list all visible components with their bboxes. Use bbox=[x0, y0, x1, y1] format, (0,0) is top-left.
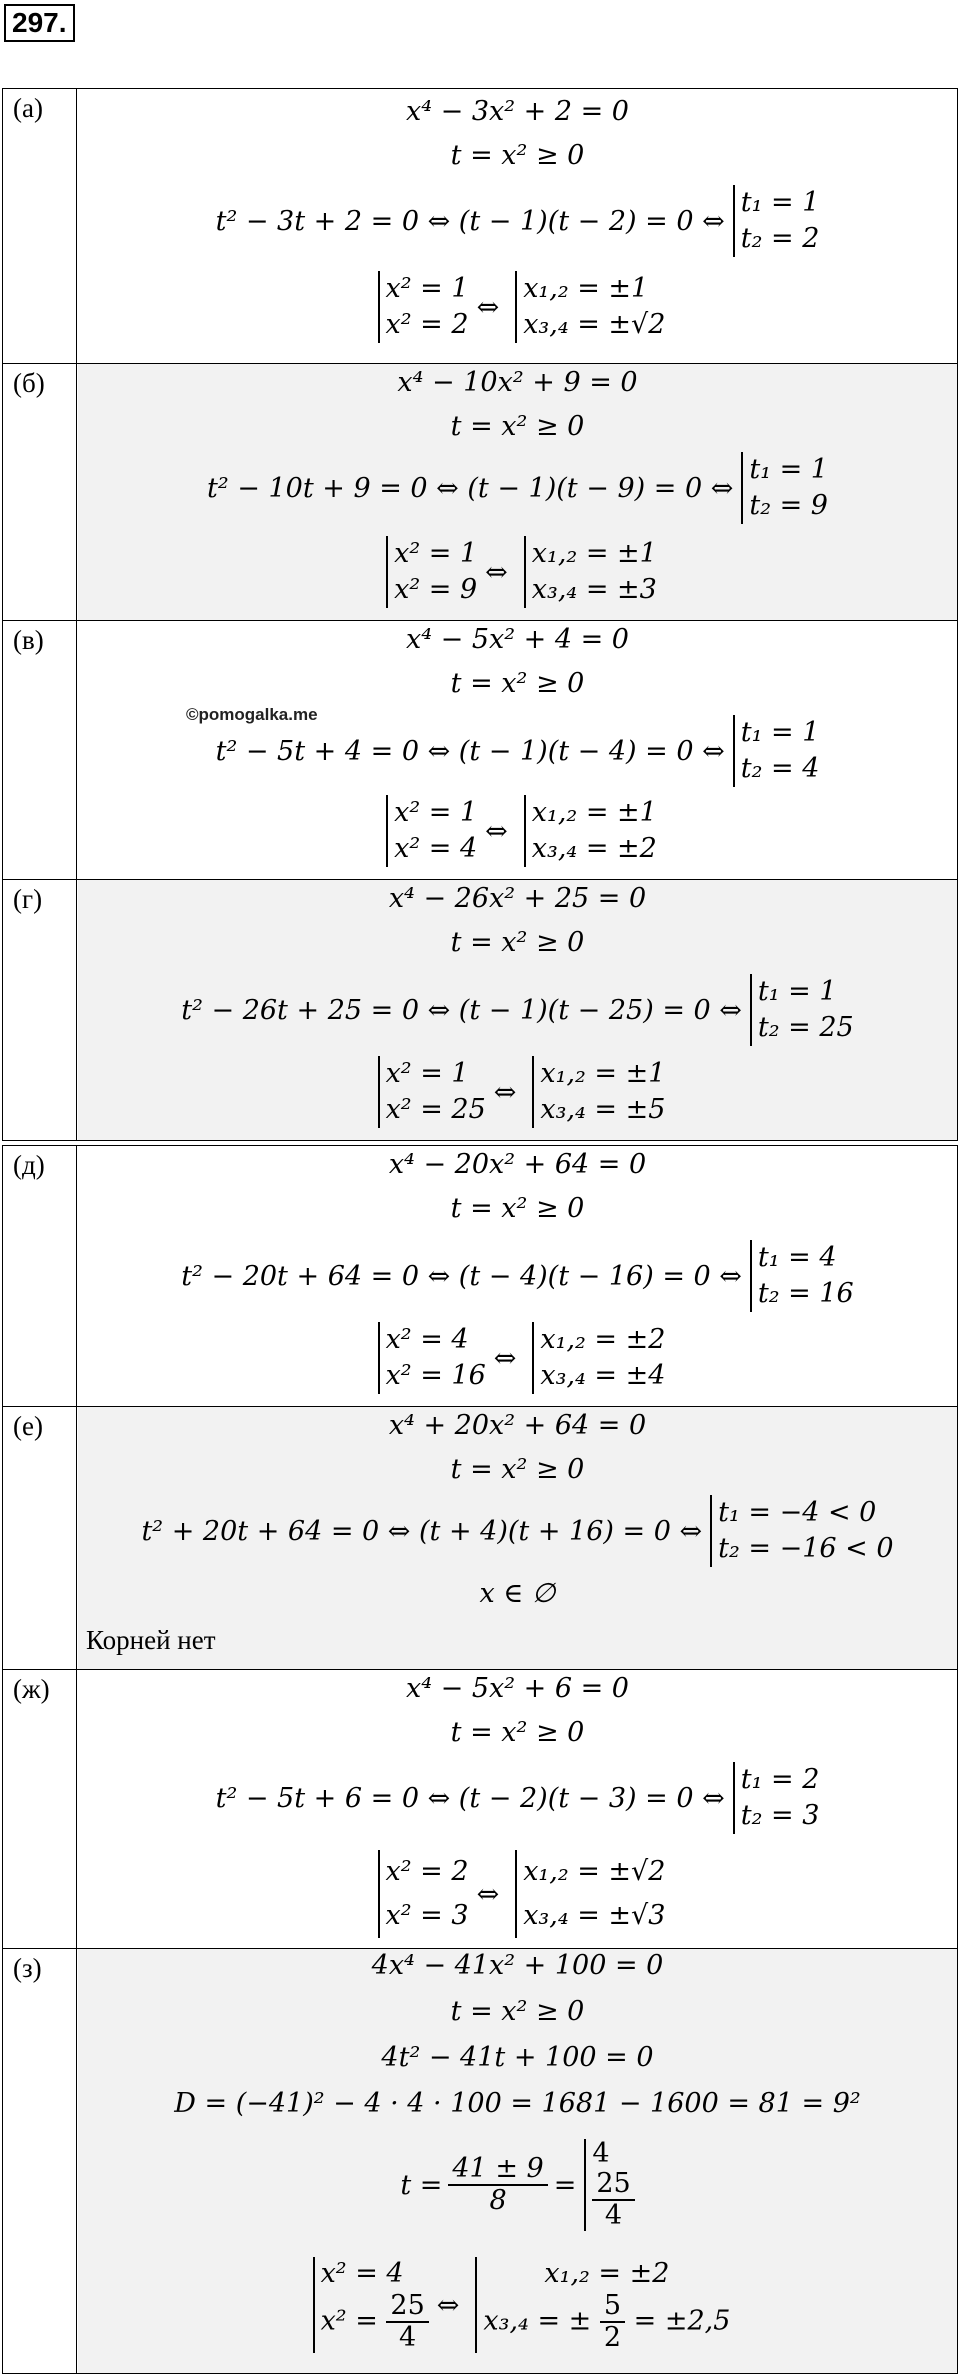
quadratic-row bbox=[78, 715, 957, 787]
roots-row bbox=[78, 1850, 957, 1938]
t-values bbox=[584, 2139, 634, 2231]
roots-row bbox=[78, 536, 957, 608]
substitution: t = x² ≥ 0 bbox=[450, 668, 585, 699]
equiv-sign: ⇔ bbox=[485, 815, 508, 847]
xsq2: x² = 2 bbox=[385, 309, 469, 340]
problem-g bbox=[2, 879, 958, 1141]
t-roots bbox=[733, 1762, 820, 1834]
problem-content bbox=[78, 1949, 957, 2373]
xsq1: x² = 4 bbox=[385, 1324, 469, 1355]
x-roots bbox=[532, 1056, 665, 1128]
problem-content bbox=[78, 880, 957, 1140]
xsq2-num: 25 bbox=[386, 2291, 428, 2323]
t1: t₁ = 1 bbox=[757, 976, 837, 1007]
problem-label: (г) bbox=[3, 880, 77, 1140]
xsq2-row bbox=[321, 2291, 429, 2353]
x-roots bbox=[475, 2257, 730, 2353]
root2: x₃,₄ = ±4 bbox=[540, 1360, 666, 1391]
substitution: t = x² ≥ 0 bbox=[450, 1717, 585, 1748]
root1: x₁,₂ = ±2 bbox=[544, 2258, 670, 2289]
no-roots-note: Корней нет bbox=[86, 1625, 216, 1655]
x-squares bbox=[386, 536, 477, 608]
quadratic: t² − 3t + 2 = 0 ⇔ (t − 1)(t − 2) = 0 ⇔ bbox=[215, 205, 725, 237]
empty-set: x ∈ ∅ bbox=[479, 1578, 556, 1609]
t-roots bbox=[710, 1495, 893, 1567]
problem-label: (е) bbox=[3, 1407, 77, 1669]
root1: x₁,₂ = ±1 bbox=[540, 1058, 666, 1089]
watermark: ©pomogalka.me bbox=[186, 705, 318, 724]
quadratic-row bbox=[78, 1240, 957, 1312]
x-squares bbox=[313, 2257, 429, 2353]
equation: x⁴ − 26x² + 25 = 0 bbox=[388, 883, 647, 914]
quadratic: 4t² − 41t + 100 = 0 bbox=[381, 2042, 654, 2073]
xsq1: x² = 1 bbox=[394, 538, 478, 569]
t-value-b-num: 25 bbox=[592, 2169, 634, 2201]
t-roots bbox=[750, 974, 854, 1046]
xsq2: x² = 25 bbox=[385, 1094, 486, 1125]
t2: t₂ = 3 bbox=[740, 1800, 820, 1831]
xsq1: x² = 2 bbox=[385, 1856, 469, 1887]
x-squares bbox=[378, 1056, 486, 1128]
problem-label: (а) bbox=[3, 89, 77, 363]
quadratic-row bbox=[78, 185, 957, 257]
equation: x⁴ − 10x² + 9 = 0 bbox=[397, 367, 638, 398]
x-roots bbox=[524, 536, 657, 608]
xsq2-den: 4 bbox=[399, 2322, 417, 2353]
x-squares bbox=[378, 1322, 486, 1394]
problem-content bbox=[78, 1407, 957, 1669]
t-fraction-num: 41 ± 9 bbox=[448, 2154, 547, 2186]
roots-row bbox=[78, 2257, 957, 2353]
root1: x₁,₂ = ±√2 bbox=[523, 1856, 666, 1887]
equiv-sign: ⇔ bbox=[436, 2289, 460, 2321]
equiv-sign: ⇔ bbox=[476, 1878, 500, 1910]
x-squares bbox=[386, 795, 477, 867]
t-prefix: t = bbox=[400, 2169, 443, 2201]
equiv-sign: ⇔ bbox=[493, 1076, 517, 1108]
problem-content bbox=[78, 1670, 957, 1948]
t-roots bbox=[750, 1240, 854, 1312]
roots-row bbox=[78, 1056, 957, 1128]
t-value-b-den: 4 bbox=[604, 2200, 623, 2231]
root2-suffix: = ±2,5 bbox=[633, 2305, 731, 2337]
quadratic-row bbox=[78, 1762, 957, 1834]
problem-e bbox=[2, 1406, 958, 1670]
t1: t₁ = 1 bbox=[740, 187, 820, 218]
root2: x₃,₄ = ±2 bbox=[531, 833, 657, 864]
root2: x₃,₄ = ±√2 bbox=[523, 309, 666, 340]
quadratic-row bbox=[78, 452, 957, 524]
xsq2: x² = 3 bbox=[385, 1900, 469, 1931]
equiv-sign: ⇔ bbox=[476, 291, 500, 323]
root2-row bbox=[483, 2291, 730, 2353]
equiv-sign: ⇔ bbox=[485, 556, 508, 588]
equation: x⁴ − 20x² + 64 = 0 bbox=[388, 1149, 647, 1180]
quadratic: t² − 26t + 25 = 0 ⇔ (t − 1)(t − 25) = 0 ⇔ bbox=[181, 994, 742, 1026]
roots-row bbox=[78, 271, 957, 343]
quadratic: t² − 5t + 4 = 0 ⇔ (t − 1)(t − 4) = 0 ⇔ bbox=[215, 735, 725, 767]
root2-num: 5 bbox=[600, 2291, 625, 2323]
t-fraction bbox=[448, 2154, 547, 2216]
problem-label: (д) bbox=[3, 1146, 77, 1406]
quadratic: t² − 5t + 6 = 0 ⇔ (t − 2)(t − 3) = 0 ⇔ bbox=[215, 1782, 725, 1814]
root2-fraction bbox=[600, 2291, 625, 2353]
problem-content bbox=[78, 364, 957, 620]
substitution: t = x² ≥ 0 bbox=[450, 140, 585, 171]
equiv-sign: ⇔ bbox=[493, 1342, 517, 1374]
quadratic: t² + 20t + 64 = 0 ⇔ (t + 4)(t + 16) = 0 ⇔ bbox=[141, 1515, 703, 1547]
t1: t₁ = 1 bbox=[749, 454, 828, 485]
problem-label: (в) bbox=[3, 621, 77, 879]
xsq1: x² = 4 bbox=[320, 2258, 404, 2289]
substitution: t = x² ≥ 0 bbox=[450, 1454, 585, 1485]
x-roots bbox=[532, 1322, 665, 1394]
t-roots bbox=[733, 185, 820, 257]
problem-number: 297. bbox=[4, 4, 75, 42]
quadratic-row bbox=[78, 974, 957, 1046]
problem-label: (б) bbox=[3, 364, 77, 620]
substitution: t = x² ≥ 0 bbox=[450, 1996, 585, 2027]
root2: x₃,₄ = ±5 bbox=[540, 1094, 666, 1125]
problem-label: (ж) bbox=[3, 1670, 77, 1948]
quadratic: t² − 10t + 9 = 0 ⇔ (t − 1)(t − 9) = 0 ⇔ bbox=[207, 472, 734, 504]
t-value-b bbox=[592, 2169, 634, 2231]
t-roots bbox=[733, 715, 820, 787]
t-formula-row bbox=[78, 2139, 957, 2231]
equation: x⁴ − 5x² + 6 = 0 bbox=[405, 1673, 629, 1704]
equation: x⁴ − 5x² + 4 = 0 bbox=[405, 624, 629, 655]
xsq1: x² = 1 bbox=[385, 273, 469, 304]
root2: x₃,₄ = ±3 bbox=[531, 574, 657, 605]
xsq2: x² = 9 bbox=[394, 574, 478, 605]
quadratic: t² − 20t + 64 = 0 ⇔ (t − 4)(t − 16) = 0 ⇔ bbox=[181, 1260, 742, 1292]
xsq2: x² = 16 bbox=[385, 1360, 486, 1391]
xsq2: x² = 4 bbox=[394, 833, 478, 864]
roots-row bbox=[78, 1322, 957, 1394]
t2: t₂ = 9 bbox=[749, 490, 828, 521]
xsq1: x² = 1 bbox=[394, 797, 478, 828]
equation: x⁴ + 20x² + 64 = 0 bbox=[388, 1410, 647, 1441]
equation: x⁴ − 3x² + 2 = 0 bbox=[405, 96, 629, 127]
x-squares bbox=[378, 1850, 469, 1938]
t1: t₁ = −4 < 0 bbox=[718, 1497, 877, 1528]
t1: t₁ = 4 bbox=[757, 1242, 837, 1273]
substitution: t = x² ≥ 0 bbox=[450, 1193, 585, 1224]
t1: t₁ = 1 bbox=[740, 717, 820, 748]
problem-content bbox=[78, 621, 957, 879]
x-roots bbox=[524, 795, 657, 867]
problem-z bbox=[2, 1948, 958, 2374]
x-squares bbox=[378, 271, 469, 343]
t2: t₂ = 2 bbox=[740, 223, 820, 254]
substitution: t = x² ≥ 0 bbox=[450, 411, 585, 442]
problem-zh bbox=[2, 1669, 958, 1949]
root2: x₃,₄ = ±√3 bbox=[523, 1900, 666, 1931]
t1: t₁ = 2 bbox=[740, 1764, 820, 1795]
discriminant: D = (−41)² − 4 · 4 · 100 = 1681 − 1600 = 81 = 9² bbox=[174, 2088, 861, 2119]
t2: t₂ = 4 bbox=[740, 753, 820, 784]
problem-v bbox=[2, 620, 958, 880]
problem-a bbox=[2, 88, 958, 364]
t-roots bbox=[741, 452, 828, 524]
problem-b bbox=[2, 363, 958, 621]
root1: x₁,₂ = ±1 bbox=[531, 797, 657, 828]
substitution: t = x² ≥ 0 bbox=[450, 927, 585, 958]
equation: 4x⁴ − 41x² + 100 = 0 bbox=[371, 1950, 664, 1981]
xsq2-prefix: x² = bbox=[320, 2305, 378, 2337]
root2-prefix: x₃,₄ = ± bbox=[483, 2305, 592, 2337]
quadratic-row bbox=[78, 1495, 957, 1567]
t-equals: = bbox=[553, 2169, 577, 2201]
problem-d bbox=[2, 1145, 958, 1407]
x-roots bbox=[515, 271, 665, 343]
t2: t₂ = 16 bbox=[757, 1278, 854, 1309]
xsq1: x² = 1 bbox=[385, 1058, 469, 1089]
t-value-a: 4 bbox=[592, 2138, 610, 2169]
roots-row bbox=[78, 795, 957, 867]
problem-content bbox=[78, 1146, 957, 1406]
problem-label: (з) bbox=[3, 1949, 77, 2373]
t2: t₂ = −16 < 0 bbox=[718, 1533, 894, 1564]
root1: x₁,₂ = ±1 bbox=[523, 273, 649, 304]
xsq2-fraction bbox=[386, 2291, 428, 2353]
x-roots bbox=[515, 1850, 665, 1938]
root1: x₁,₂ = ±1 bbox=[531, 538, 657, 569]
t2: t₂ = 25 bbox=[757, 1012, 854, 1043]
t-fraction-den: 8 bbox=[489, 2185, 507, 2216]
problem-content bbox=[78, 89, 957, 363]
root2-den: 2 bbox=[603, 2322, 622, 2353]
root1: x₁,₂ = ±2 bbox=[540, 1324, 666, 1355]
